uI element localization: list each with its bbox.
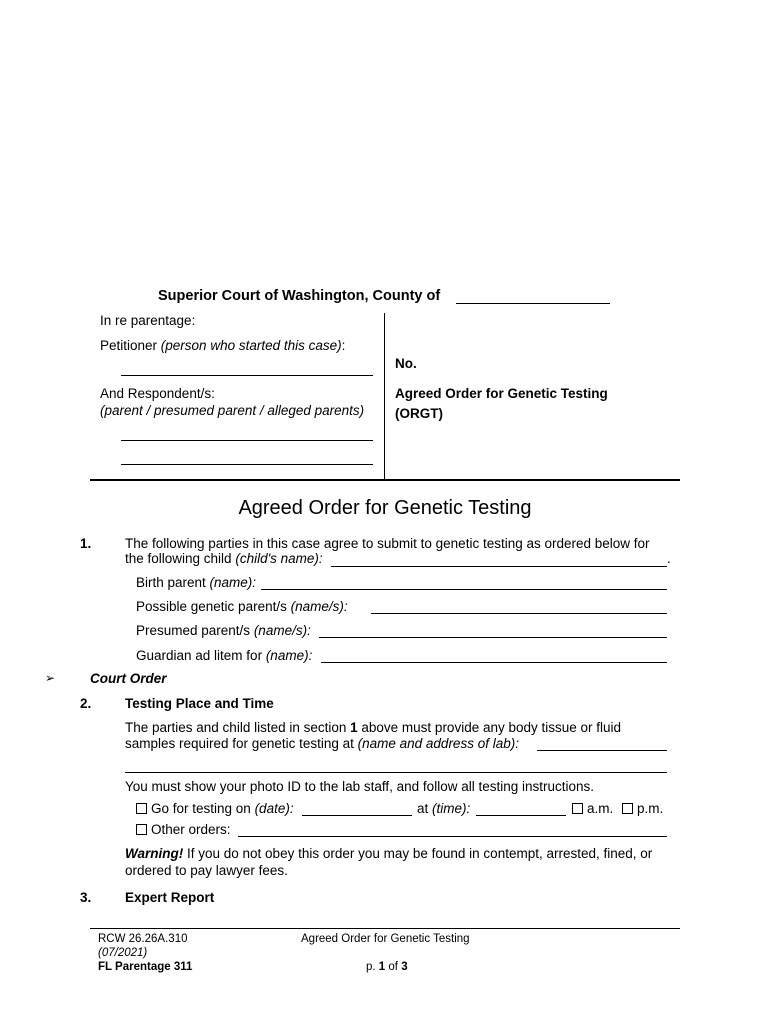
petitioner-label: Petitioner (person who started this case): xyxy=(100,338,346,353)
at-time-label: at (time): xyxy=(417,801,471,816)
pm-checkbox[interactable] xyxy=(622,803,633,814)
respondent-label: And Respondent/s: xyxy=(100,386,215,401)
child-name-label: the following child (child's name): xyxy=(125,551,323,566)
section-1-text: The following parties in this case agree to submit to genetic testing as ordered below for xyxy=(125,536,650,551)
other-orders-checkbox[interactable] xyxy=(136,824,147,835)
court-order-heading: Court Order xyxy=(90,671,167,686)
respondent-hint: (parent / presumed parent / alleged parents) xyxy=(100,403,365,418)
am-checkbox[interactable] xyxy=(572,803,583,814)
lab-field-2[interactable] xyxy=(125,772,667,773)
petitioner-name-field[interactable] xyxy=(121,375,373,376)
go-testing-checkbox[interactable] xyxy=(136,803,147,814)
presumed-parent-field[interactable] xyxy=(319,637,667,638)
footer-form-id: FL Parentage 311 xyxy=(98,961,193,973)
guardian-label: Guardian ad litem for (name): xyxy=(136,648,313,663)
photo-id-text: You must show your photo ID to the lab staff, and follow all testing instructions. xyxy=(125,779,595,794)
warning-line2: ordered to pay lawyer fees. xyxy=(125,863,288,878)
section-2-para-line1: The parties and child listed in section 1 above must provide any body tissue or fluid xyxy=(125,720,622,735)
footer-date: (07/2021) xyxy=(98,947,148,959)
am-option: a.m. xyxy=(572,801,613,816)
section-3-heading: Expert Report xyxy=(125,890,215,905)
respondent-name-field-1[interactable] xyxy=(121,440,373,441)
caption-divider xyxy=(384,313,385,479)
form-title-right: Agreed Order for Genetic Testing xyxy=(395,386,608,401)
other-orders-field[interactable] xyxy=(238,836,667,837)
county-field[interactable] xyxy=(456,303,610,304)
period: . xyxy=(667,551,671,566)
caption-bottom-rule xyxy=(90,479,680,481)
testing-date-field[interactable] xyxy=(302,815,412,816)
footer-rule xyxy=(90,928,680,929)
page-title: Agreed Order for Genetic Testing xyxy=(238,497,532,519)
guardian-field[interactable] xyxy=(321,662,667,663)
birth-parent-field[interactable] xyxy=(261,589,667,590)
in-re-label: In re parentage: xyxy=(100,313,196,328)
pm-option: p.m. xyxy=(622,801,663,816)
case-number-label: No. xyxy=(395,356,417,371)
footer-rcw: RCW 26.26A.310 xyxy=(98,933,188,945)
form-code: (ORGT) xyxy=(395,406,443,421)
respondent-name-field-2[interactable] xyxy=(121,464,373,465)
section-2-heading: Testing Place and Time xyxy=(125,696,274,711)
footer-page-number: p. 1 of 3 xyxy=(366,961,408,973)
testing-date-row: Go for testing on (date): xyxy=(136,801,294,816)
warning-line1: Warning! If you do not obey this order you may be found in contempt, arrested, fined, or xyxy=(125,846,653,861)
child-name-field[interactable] xyxy=(331,566,667,567)
section-1-number: 1. xyxy=(80,536,92,551)
arrow-icon: ➢ xyxy=(45,671,56,685)
section-2-para-line2: samples required for genetic testing at (name and address of lab): xyxy=(125,736,519,751)
footer-title: Agreed Order for Genetic Testing xyxy=(301,933,470,945)
presumed-parent-label: Presumed parent/s (name/s): xyxy=(136,623,311,638)
section-3-number: 3. xyxy=(80,890,92,905)
lab-field-1[interactable] xyxy=(537,750,667,751)
possible-parent-label: Possible genetic parent/s (name/s): xyxy=(136,599,348,614)
other-orders-row: Other orders: xyxy=(136,822,231,837)
possible-parent-field[interactable] xyxy=(371,613,667,614)
testing-time-field[interactable] xyxy=(476,815,566,816)
birth-parent-label: Birth parent (name): xyxy=(136,575,257,590)
court-title: Superior Court of Washington, County of xyxy=(158,288,441,304)
section-2-number: 2. xyxy=(80,696,92,711)
